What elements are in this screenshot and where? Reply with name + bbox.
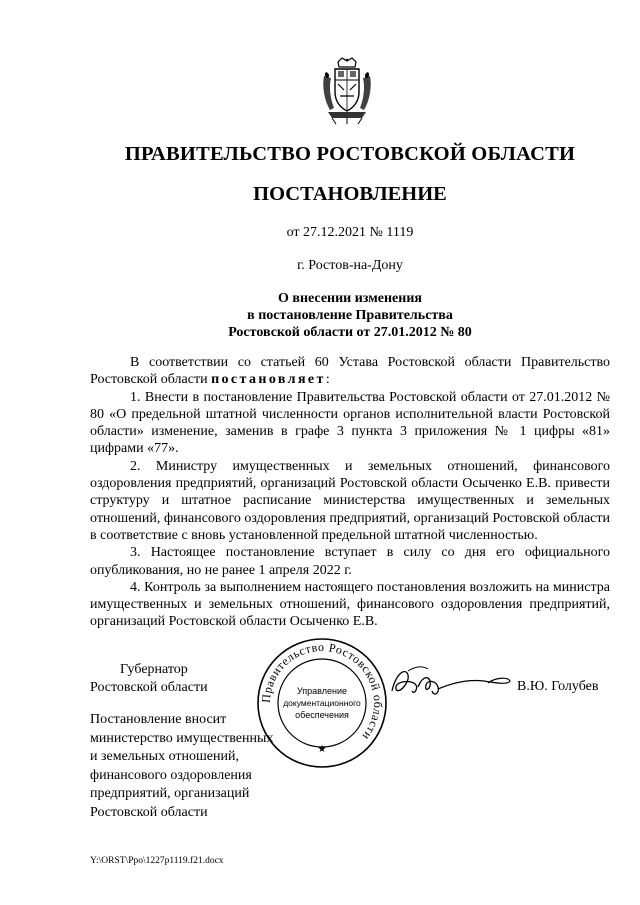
document-body bbox=[90, 354, 610, 631]
body-item-2: 2. Министру имущественных и земельных отношений, финансового оздоровления предприятий, организаций Ростовской области Осыченко Е.В. привести структуру и штатное расписание министерства имущественных и земельных отношений, финансового оздоровления предприятий, организаций Ростовской области в соответствие с вновь установленной предельной штатной численностью. bbox=[90, 458, 610, 543]
body-item-1: 1. Внести в постановление Правительства Ростовской области от 27.01.2012 № 80 «О предельной штатной численности органов исполнительной власти Ростовской области» изменение, заменив в графе 3 пункта 3 приложения № 1 цифры «81» цифрами «77». bbox=[90, 389, 610, 457]
signatory-post-line: Ростовской области bbox=[90, 680, 208, 695]
subject-line: Ростовской области от 27.01.2012 № 80 bbox=[228, 325, 472, 340]
submitter-block bbox=[90, 711, 273, 823]
decree-suffix: : bbox=[325, 372, 330, 388]
stamp-inner-line: Управление bbox=[296, 686, 348, 696]
signatory-name: В.Ю. Голубев bbox=[517, 679, 599, 694]
organization-title: ПРАВИТЕЛЬСТВО РОСТОВСКОЙ ОБЛАСТИ bbox=[124, 143, 576, 165]
signatory-post-line: Губернатор bbox=[120, 662, 188, 677]
document-date-number: от 27.12.2021 № 1119 bbox=[286, 225, 414, 240]
submitter-line: и земельных отношений, bbox=[90, 749, 239, 765]
file-path-footer: Y:\ORST\Ppo\1227p1119.f21.docx bbox=[90, 856, 224, 866]
stamp-ring-text: Правительство Ростовской области bbox=[258, 639, 386, 744]
document-type-heading: ПОСТАНОВЛЕНИЕ bbox=[253, 183, 447, 205]
handwritten-signature-icon bbox=[388, 661, 513, 705]
decree-word: постановляет bbox=[211, 372, 326, 388]
body-item-4: 4. Контроль за выполнением настоящего постановления возложить на министра имущественных и земельных отношений, финансового оздоровления предприятий, организаций Ростовской области Осыченко Е.В. bbox=[90, 579, 610, 630]
submitter-line: Постановление вносит bbox=[90, 712, 227, 727]
body-item-3: 3. Настоящее постановление вступает в силу со дня его официального опубликования, но не ранее 1 апреля 2022 г. bbox=[90, 545, 610, 578]
subject-line: О внесении изменения bbox=[278, 291, 422, 306]
submitter-line: предприятий, организаций bbox=[90, 786, 250, 802]
stamp-inner-line: обеспечения bbox=[295, 710, 349, 720]
coat-of-arms-icon bbox=[318, 56, 376, 126]
signatory-position bbox=[90, 661, 208, 697]
submitter-line: финансового оздоровления bbox=[90, 767, 252, 783]
body-intro-text: В соответствии со статьей 60 Устава Ростовской области Правительство Ростовской области bbox=[90, 355, 610, 388]
subject-line: в постановление Правительства bbox=[247, 308, 453, 323]
stamp-star-icon: ★ bbox=[317, 744, 327, 755]
body-intro-paragraph bbox=[90, 354, 610, 389]
document-subject bbox=[90, 290, 610, 341]
document-city: г. Ростов-на-Дону bbox=[297, 258, 403, 273]
submitter-line: Ростовской области bbox=[90, 804, 208, 820]
stamp-inner-line: документационного bbox=[283, 698, 361, 708]
round-seal-icon bbox=[255, 636, 389, 770]
submitter-line: министерство имущественных bbox=[90, 730, 274, 746]
